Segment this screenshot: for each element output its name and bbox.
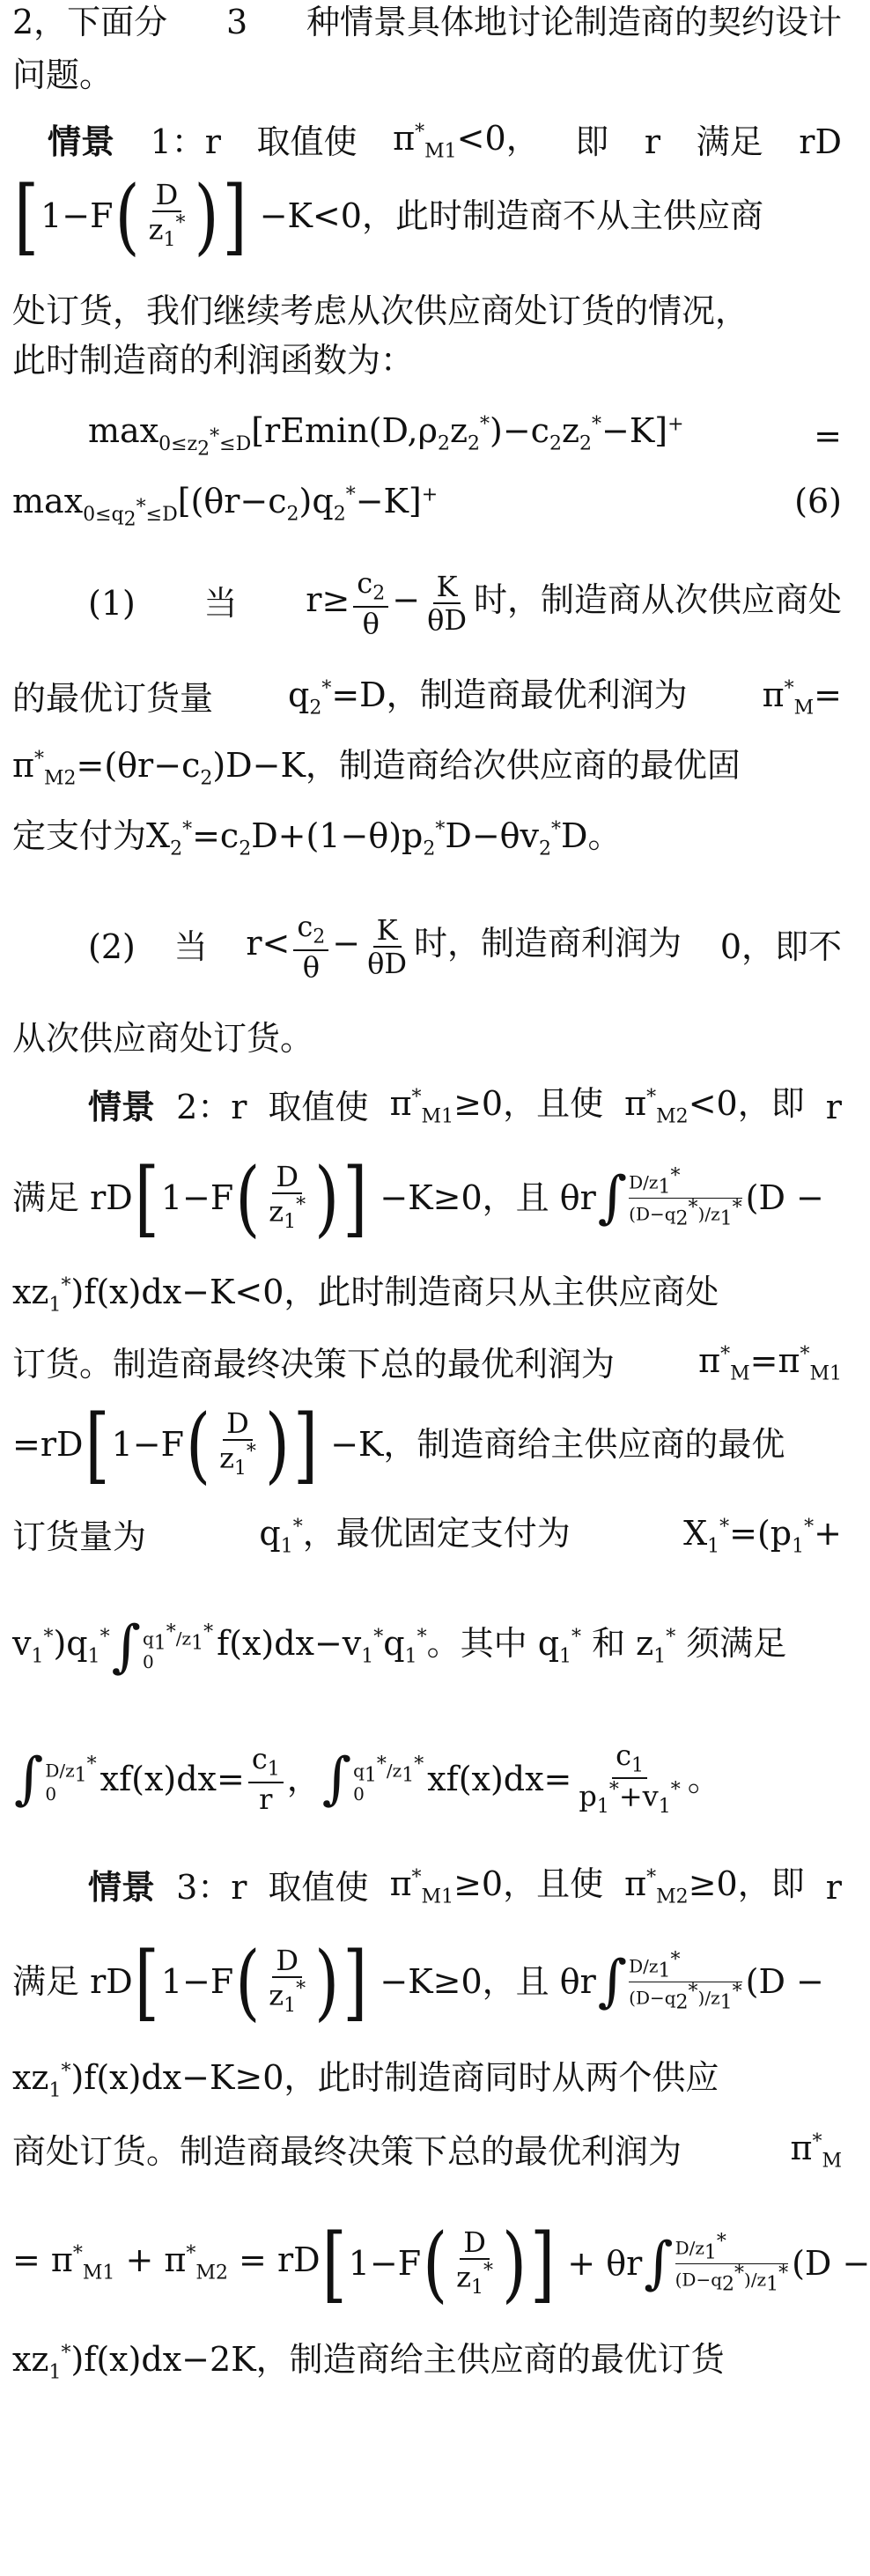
text-line: 商处订货。制造商最终决策下总的最优利润为 $\pi^*_M$ xyxy=(12,2129,842,2173)
formula-line: [ 1−F ( $\frac{D}{z_1^*}$ ) ] −K<0，此时制造商不从主供应商 xyxy=(14,167,763,264)
formula-line: 满足 rD [ 1−F ( $\frac{D}{z_1^*}$ ) ] −K≥0，且 θr ∫ $D/z_1^*$ $(D-q_2^*)/z_1^*$ (D − xyxy=(12,1149,824,1246)
text-line: $xz_1^*)f(x)dx-K<0$，此时制造商只从主供应商处 xyxy=(12,1273,719,1317)
text-line: 处订货，我们继续考虑从次供应商处订货的情况， xyxy=(12,292,749,330)
text-line: 从次供应商处订货。 xyxy=(12,1019,314,1058)
text-line: 情景 2：r 取值使 $\pi^*_{M1}\ge 0$，且使 $\pi^*_{M2}<0$，即 r xyxy=(88,1084,842,1128)
text-line: (2) 当 r< $\frac{c_2}{\theta}$ − $\frac{K}{\theta D}$ 时，制造商利润为 0，即不 xyxy=(88,910,842,984)
text-line: 定支付为$X_2^*=c_2D+(1-\theta)p_2^*D-\theta v_2^*D$。 xyxy=(12,816,622,860)
text-line: 问题。 xyxy=(12,55,114,94)
text-line: (1) 当 r≥ $\frac{c_2}{\theta}$ − $\frac{K}{\theta D}$ 时，制造商从次供应商处 xyxy=(88,566,842,640)
text-line: 情景 3：r 取值使 $\pi^*_{M1}\ge 0$，且使 $\pi^*_{M2}\ge 0$，即 r xyxy=(88,1864,842,1908)
equation-number: (6) xyxy=(794,482,842,520)
formula-line: $\max_{0\le q_2^*\le D}[(\theta r-c_2)q_2^*-K]^+$ (6) xyxy=(12,482,842,530)
formula-line: $v_1^*)q_1^*$ ∫ $q_1^*/z_1^*$ 0 $f(x)dx-v_1^*q_1^*$。其中 $q_1^*$ 和 $z_1^*$ 须满足 xyxy=(12,1614,787,1679)
text-line: 订货量为 $q_1^*$，最优固定支付为 $X_1^*=(p_1^*+$ xyxy=(12,1514,842,1558)
formula-line: 满足 rD [ 1−F ( $\frac{D}{z_1^*}$ ) ] −K≥0，且 θr ∫ $D/z_1^*$ $(D-q_2^*)/z_1^*$ (D − xyxy=(12,1933,824,2030)
formula-line: $\max_{0\le z_2^*\le D}[rEmin(D,\rho_2z_2^*)-c_2z_2^*-K]^+$ = xyxy=(88,411,842,460)
text-line: 2，下面分 3 种情景具体地讨论制造商的契约设计 xyxy=(12,3,842,41)
text-line: 情景 1：r 取值使 $\pi^*_{M1}<0$， 即 r 满足 rD xyxy=(48,119,842,163)
formula-line: ∫ $D/z_1^*$ 0 xf(x)dx= $\frac{c_1}{r}$ ， ∫ $q_1^*/z_1^*$ 0 xf(x)dx= $\frac{c_1}{p_1^*+v_1^*}$ 。 xyxy=(14,1738,721,1819)
text-line: $xz_1^*)f(x)dx-K\ge 0$，此时制造商同时从两个供应 xyxy=(12,2058,719,2102)
text-line: $xz_1^*)f(x)dx-2K$，制造商给主供应商的最优订货 xyxy=(12,2340,725,2384)
text-line: 此时制造商的利润函数为： xyxy=(12,341,415,380)
text-line: 的最优订货量 $q_2^*=D$，制造商最优利润为 $\pi^*_M=$ xyxy=(12,675,842,720)
text-line: 订货。制造商最终决策下总的最优利润为 $\pi^*_M=\pi^*_{M1}$ xyxy=(12,1341,842,1385)
formula-line: =rD [ 1−F ( $\frac{D}{z_1^*}$ ) ] −K，制造商给主供应商的最优 xyxy=(12,1396,785,1493)
formula-line: = $\pi^*_{M1} + \pi^*_{M2}$ = rD [ 1−F ( $\frac{D}{z_1^*}$ ) ] + θr ∫ $D/z_1^*$ $(D-q_2^*)/z_1^*$ (D − xyxy=(12,2215,870,2312)
text-line: $\pi^*_{M2}=(\theta r-c_2)D-K$，制造商给次供应商的最优固 xyxy=(12,746,741,790)
